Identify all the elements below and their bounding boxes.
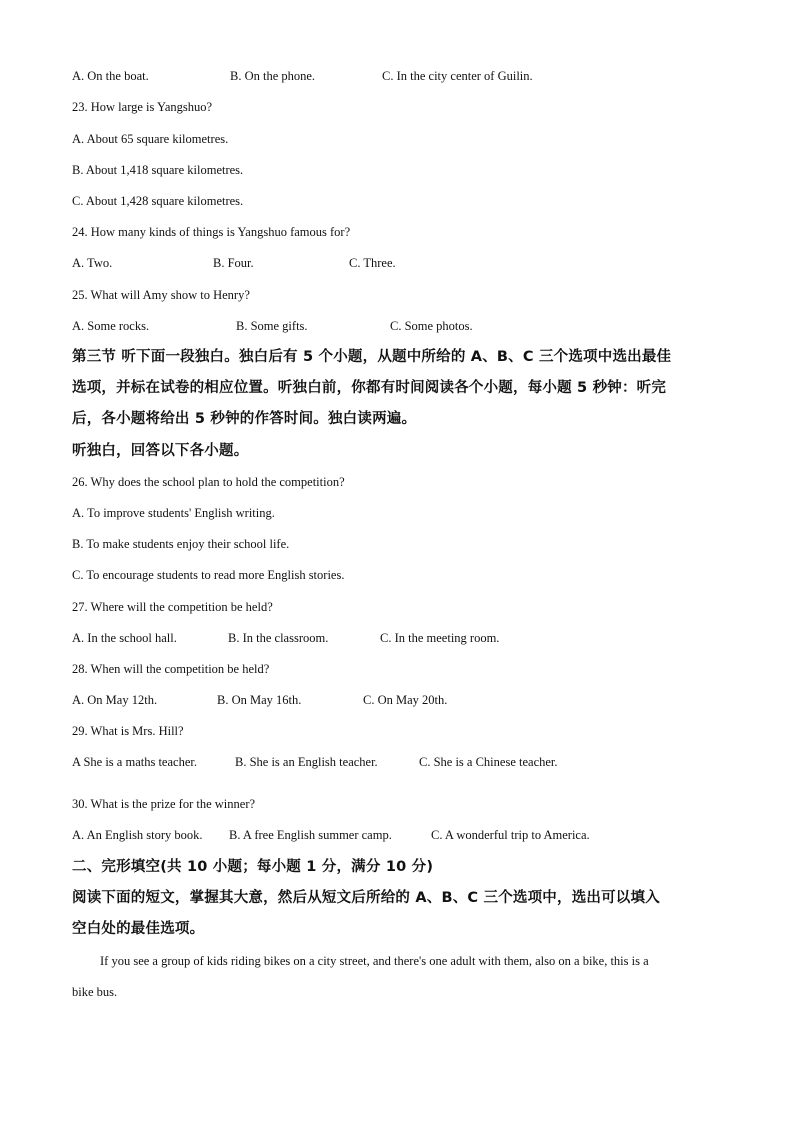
q28-option-a: A. On May 12th. — [72, 693, 158, 707]
q27-option-a: A. In the school hall. — [72, 631, 177, 645]
part2-instructions-line1: 阅读下面的短文，掌握其大意，然后从短文后所给的 A、B、C 三个选项中，选出可以填入 — [72, 890, 660, 906]
section3-instructions-line1: 第三节 听下面一段独白。独白后有 5 个小题，从题中所给的 A、B、C 三个选项中选出最佳 — [72, 349, 672, 365]
q22-option-b: B. On the phone. — [230, 69, 316, 83]
q27-stem: 27. Where will the competition be held? — [72, 600, 273, 614]
q24-option-b: B. Four. — [213, 256, 254, 270]
part2-heading: 二、完形填空(共 10 小题；每小题 1 分，满分 10 分) — [72, 859, 434, 875]
q29-option-a: A She is a maths teacher. — [72, 755, 197, 769]
q24-stem: 24. How many kinds of things is Yangshuo famous for? — [72, 225, 351, 239]
q22-option-a: A. On the boat. — [72, 69, 149, 83]
passage-line1: If you see a group of kids riding bikes on a city street, and there's one adult with them, also on a bike, this is a — [100, 954, 649, 968]
q22-option-c: C. In the city center of Guilin. — [382, 69, 533, 83]
q30-option-c: C. A wonderful trip to America. — [431, 828, 590, 842]
q28-option-b: B. On May 16th. — [217, 693, 302, 707]
q23-option-c: C. About 1,428 square kilometres. — [72, 194, 244, 208]
q25-option-c: C. Some photos. — [390, 319, 473, 333]
q27-option-b: B. In the classroom. — [228, 631, 329, 645]
q26-option-c: C. To encourage students to read more English stories. — [72, 568, 345, 582]
q23-option-a: A. About 65 square kilometres. — [72, 132, 229, 146]
q25-option-b: B. Some gifts. — [236, 319, 308, 333]
q23-stem: 23. How large is Yangshuo? — [72, 100, 213, 114]
q28-option-c: C. On May 20th. — [363, 693, 448, 707]
q26-option-b: B. To make students enjoy their school life. — [72, 537, 290, 551]
q27-option-c: C. In the meeting room. — [380, 631, 500, 645]
passage-line2: bike bus. — [72, 985, 118, 999]
q25-stem: 25. What will Amy show to Henry? — [72, 288, 250, 302]
q30-option-b: B. A free English summer camp. — [229, 828, 392, 842]
q30-stem: 30. What is the prize for the winner? — [72, 797, 256, 811]
q26-stem: 26. Why does the school plan to hold the competition? — [72, 475, 345, 489]
q29-stem: 29. What is Mrs. Hill? — [72, 724, 184, 738]
q24-option-a: A. Two. — [72, 256, 113, 270]
q23-option-b: B. About 1,418 square kilometres. — [72, 163, 244, 177]
q25-option-a: A. Some rocks. — [72, 319, 150, 333]
q24-option-c: C. Three. — [349, 256, 396, 270]
q30-option-a: A. An English story book. — [72, 828, 203, 842]
q28-stem: 28. When will the competition be held? — [72, 662, 270, 676]
part2-instructions-line2: 空白处的最佳选项。 — [72, 921, 205, 937]
q26-option-a: A. To improve students' English writing. — [72, 506, 275, 520]
section3-instructions-line2: 选项，并标在试卷的相应位置。听独白前，你都有时间阅读各个小题，每小题 5 秒钟：听完 — [72, 380, 667, 396]
q29-option-b: B. She is an English teacher. — [235, 755, 378, 769]
section3-subheading: 听独白，回答以下各小题。 — [72, 443, 249, 459]
section3-instructions-line3: 后，各小题将给出 5 秒钟的作答时间。独白读两遍。 — [72, 411, 417, 427]
q29-option-c: C. She is a Chinese teacher. — [419, 755, 558, 769]
